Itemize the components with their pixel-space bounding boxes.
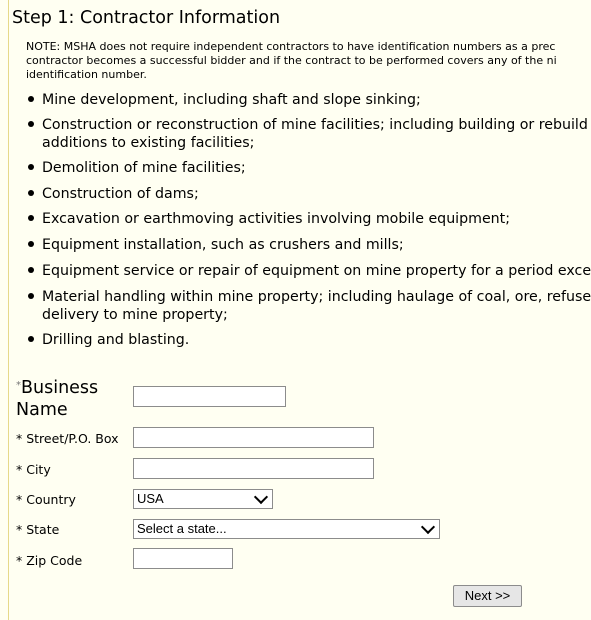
note-line: contractor becomes a successful bidder and if the contract to be performed covers any of the ni (26, 54, 557, 67)
list-item-text: Construction or reconstruction of mine facilities; including building or rebuild (42, 117, 588, 133)
page-title: Step 1: Contractor Information (12, 8, 281, 28)
note-line: NOTE: MSHA does not require independent contractors to have identification numbers as a prec (26, 40, 556, 53)
state-select[interactable] (133, 519, 440, 539)
bullet-icon (28, 336, 34, 342)
city-label: * City (16, 462, 51, 477)
note-line: identification number. (26, 68, 147, 81)
required-marker: * (16, 380, 21, 391)
bullet-icon (28, 241, 34, 247)
zip-code-label: * Zip Code (16, 553, 83, 568)
bullet-icon (28, 121, 34, 127)
list-item-text: Excavation or earthmoving activities involving mobile equipment; (42, 211, 511, 227)
list-item-text: Equipment service or repair of equipment on mine property for a period exce (42, 263, 591, 279)
bullet-icon (28, 293, 34, 299)
bullet-icon (28, 190, 34, 196)
list-item-text: Equipment installation, such as crushers and mills; (42, 237, 404, 253)
list-item-text: Demolition of mine facilities; (42, 160, 246, 176)
next-button[interactable]: Next >> (453, 585, 522, 607)
note-text (26, 40, 586, 82)
bullet-icon (28, 215, 34, 221)
chevron-down-icon (421, 520, 435, 534)
state-selected-value: Select a state... (137, 521, 227, 536)
list-item-text: Drilling and blasting. (42, 332, 190, 348)
list-item-text: additions to existing facilities; (42, 135, 255, 151)
state-label: * State (16, 522, 60, 537)
country-select[interactable] (133, 489, 273, 509)
street-input[interactable] (133, 427, 374, 448)
bullet-icon (28, 164, 34, 170)
country-label: * Country (16, 492, 76, 507)
street-label: * Street/P.O. Box (16, 431, 119, 446)
list-item-text: delivery to mine property; (42, 307, 228, 323)
country-selected-value: USA (137, 491, 164, 506)
list-item-text: Mine development, including shaft and slope sinking; (42, 92, 421, 108)
business-name-input[interactable] (133, 386, 286, 407)
zip-code-input[interactable] (133, 548, 233, 569)
chevron-down-icon (254, 490, 268, 504)
business-name-label (16, 375, 98, 421)
business-name-label-line2: Name (16, 400, 68, 420)
city-input[interactable] (133, 458, 374, 479)
business-name-label-line1: Business (21, 378, 99, 398)
left-border-line (8, 0, 9, 620)
list-item-text: Construction of dams; (42, 186, 199, 202)
list-item-text: Material handling within mine property; including haulage of coal, ore, refuse (42, 289, 591, 305)
bullet-icon (28, 96, 34, 102)
bullet-icon (28, 267, 34, 273)
